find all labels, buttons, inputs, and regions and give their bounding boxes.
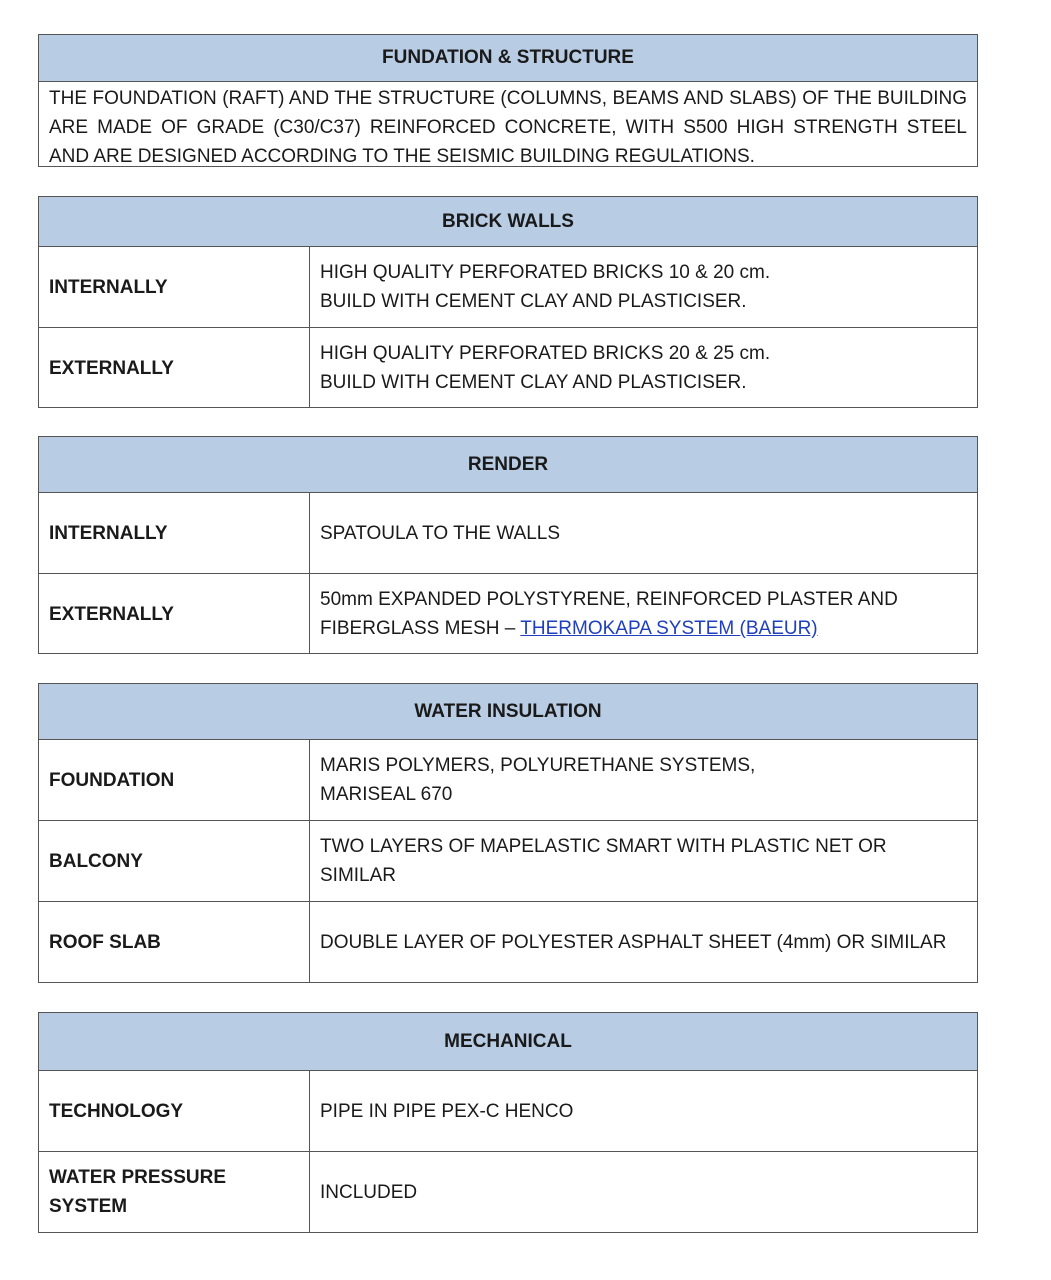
row-label: INTERNALLY [39,493,310,573]
table-row [39,247,977,328]
row-value [310,902,977,982]
foundation-structure-text: THE FOUNDATION (RAFT) AND THE STRUCTURE (COLUMNS, BEAMS AND SLABS) OF THE BUILDING ARE MADE OF GRADE (C30/C37) REINFORCED CONCRETE, WITH S500 HIGH STRENGTH STEEL AND ARE DESIGNED ACCORDING TO THE SEISMIC BUILDING REGULATIONS. [49,88,967,167]
table-row [39,1152,977,1232]
row-value-line: DOUBLE LAYER OF POLYESTER ASPHALT SHEET (4mm) OR SIMILAR [320,931,947,953]
row-value [310,1071,977,1151]
row-value-line: SIMILAR [320,865,397,886]
table-row [39,1071,977,1152]
row-label: EXTERNALLY [39,574,310,654]
table-row [39,902,977,982]
render-header: RENDER [39,437,977,493]
row-value-line: SPATOULA TO THE WALLS [320,522,561,544]
render-table [38,436,978,654]
mechanical-table [38,1012,978,1233]
table-row [39,821,977,902]
row-value [310,493,977,573]
row-value-line: HIGH QUALITY PERFORATED BRICKS 10 & 20 cm. [320,262,771,283]
row-value-line: TWO LAYERS OF MAPELASTIC SMART WITH PLASTIC NET OR [320,836,887,857]
row-value-line: BUILD WITH CEMENT CLAY AND PLASTICISER. [320,372,747,393]
row-label: ROOF SLAB [39,902,310,982]
row-value-line: HIGH QUALITY PERFORATED BRICKS 20 & 25 cm. [320,343,771,364]
row-value-line: INCLUDED [320,1181,418,1203]
foundation-structure-table [38,34,978,167]
foundation-structure-header: FUNDATION & STRUCTURE [39,35,977,82]
row-label: EXTERNALLY [39,328,310,408]
row-value [310,247,977,327]
row-value-line: 50mm EXPANDED POLYSTYRENE, REINFORCED PLASTER AND [320,589,898,610]
table-row [39,574,977,654]
row-label: TECHNOLOGY [39,1071,310,1151]
row-value-line: MARIS POLYMERS, POLYURETHANE SYSTEMS, [320,755,756,776]
row-value [310,328,977,408]
row-value [310,574,977,654]
brick-walls-header: BRICK WALLS [39,197,977,247]
thermokapa-link[interactable]: THERMOKAPA SYSTEM (BAEUR) [520,618,818,639]
water-insulation-table [38,683,978,983]
table-row [39,740,977,821]
water-insulation-header: WATER INSULATION [39,684,977,740]
table-row [39,328,977,408]
row-label: BALCONY [39,821,310,901]
row-value [310,821,977,901]
row-value-prefix: FIBERGLASS MESH – [320,618,521,639]
brick-walls-table [38,196,978,408]
row-value-line: MARISEAL 670 [320,784,453,805]
row-label: FOUNDATION [39,740,310,820]
row-value-line: PIPE IN PIPE PEX-C HENCO [320,1100,574,1122]
row-label: INTERNALLY [39,247,310,327]
row-label: WATER PRESSURE SYSTEM [39,1152,310,1232]
row-value-line [320,614,967,643]
table-row [39,493,977,574]
row-value [310,1152,977,1232]
row-value-line: BUILD WITH CEMENT CLAY AND PLASTICISER. [320,291,747,312]
row-value [310,740,977,820]
mechanical-header: MECHANICAL [39,1013,977,1071]
